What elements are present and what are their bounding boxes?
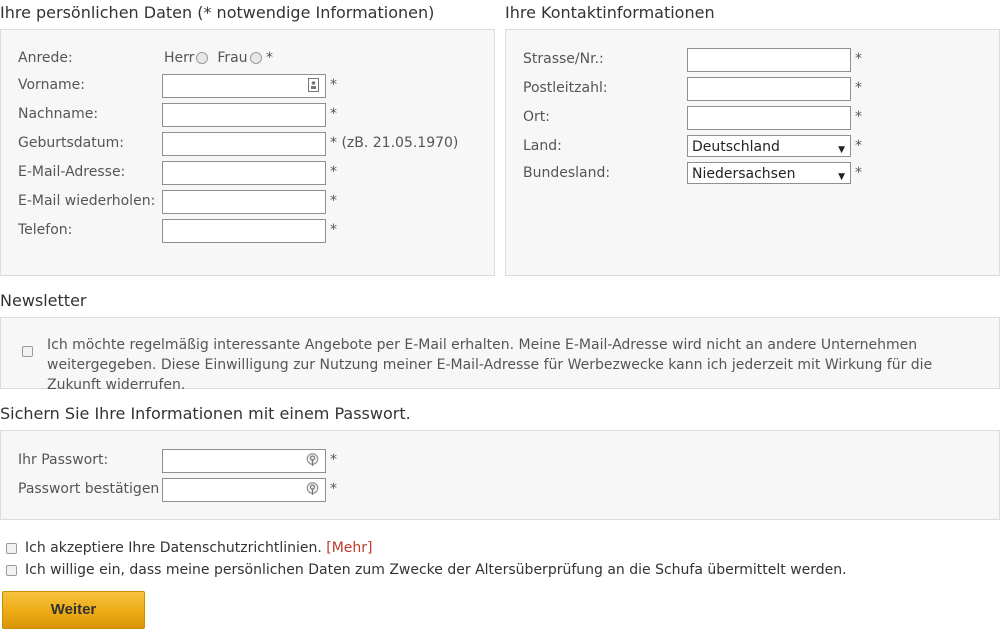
password-confirm-input[interactable] [162, 478, 326, 502]
password-confirm-required: * [330, 481, 337, 497]
herr-label: Herr [164, 50, 195, 66]
vorname-label: Vorname: [18, 77, 85, 93]
email-repeat-required: * [330, 193, 337, 209]
plz-required: * [855, 80, 862, 96]
nachname-row [18, 103, 478, 127]
email-repeat-row [18, 190, 478, 214]
bundesland-select[interactable] [687, 162, 851, 184]
frau-label: Frau [217, 50, 248, 66]
password-required: * [330, 452, 337, 468]
newsletter-text: Ich möchte regelmäßig interessante Angebote per E-Mail erhalten. Meine E-Mail-Adresse wird nicht an andere Unternehmen weitergegeben. Diese Einwilligung zur Nutzung meiner E-Mail-Adresse für Werbezwecke kann ich jederzeit mit Wirkung für die Zukunft widerrufen. [47, 337, 933, 393]
frau-radio[interactable] [250, 52, 262, 64]
telefon-required: * [330, 222, 337, 238]
privacy-label: Ich akzeptiere Ihre Datenschutzrichtlinien. [25, 540, 322, 556]
bundesland-value: Niedersachsen [692, 166, 796, 182]
nachname-input[interactable] [162, 103, 326, 127]
vorname-input[interactable] [162, 74, 326, 98]
land-select[interactable] [687, 135, 851, 157]
password-input[interactable] [162, 449, 326, 473]
personal-panel [0, 29, 495, 276]
newsletter-heading: Newsletter [0, 291, 87, 310]
contact-heading: Ihre Kontaktinformationen [505, 3, 715, 22]
ort-row [523, 106, 983, 130]
nachname-label: Nachname: [18, 106, 99, 122]
personal-heading: Ihre persönlichen Daten (* notwendige Informationen) [0, 3, 435, 22]
password-panel [0, 430, 1000, 520]
password-key-icon[interactable] [306, 453, 319, 467]
telefon-label: Telefon: [18, 222, 73, 238]
privacy-text [25, 540, 373, 556]
telefon-row [18, 219, 478, 243]
anrede-required: * [266, 50, 274, 66]
vorname-required: * [330, 77, 337, 93]
newsletter-checkbox[interactable] [22, 346, 33, 357]
telefon-input[interactable] [162, 219, 326, 243]
bundesland-required: * [855, 165, 862, 181]
land-required: * [855, 138, 862, 154]
anrede-label: Anrede: [18, 50, 73, 66]
ort-label: Ort: [523, 109, 550, 125]
newsletter-panel [0, 317, 1000, 393]
email-row [18, 161, 478, 185]
schufa-label: Ich willige ein, dass meine persönlichen Daten zum Zwecke der Altersüberprüfung an die Schufa übermittelt werden. [25, 562, 847, 578]
plz-input[interactable] [687, 77, 851, 101]
weiter-button[interactable]: Weiter [2, 591, 145, 629]
anrede-row [18, 47, 478, 71]
strasse-required: * [855, 51, 862, 67]
geburtsdatum-row [18, 132, 478, 156]
email-required: * [330, 164, 337, 180]
bundesland-row [523, 162, 983, 186]
bundesland-label: Bundesland: [523, 165, 611, 181]
email-repeat-label: E-Mail wiederholen: [18, 193, 156, 209]
geburtsdatum-hint: * (zB. 21.05.1970) [330, 135, 459, 151]
contact-card-icon[interactable] [308, 78, 319, 92]
dropdown-arrow-icon: ▼ [838, 172, 845, 182]
strasse-input[interactable] [687, 48, 851, 72]
password-row [18, 449, 478, 473]
land-label: Land: [523, 138, 562, 154]
email-input[interactable] [162, 161, 326, 185]
land-row [523, 135, 983, 159]
geburtsdatum-label: Geburtsdatum: [18, 135, 124, 151]
dropdown-arrow-icon: ▼ [838, 145, 845, 155]
ort-required: * [855, 109, 862, 125]
password-heading: Sichern Sie Ihre Informationen mit einem Passwort. [0, 404, 411, 423]
plz-row [523, 77, 983, 101]
anrede-options [164, 50, 273, 66]
password-confirm-label: Passwort bestätigen [18, 481, 160, 497]
vorname-row [18, 74, 478, 98]
password-label: Ihr Passwort: [18, 452, 109, 468]
contact-panel [505, 29, 1000, 276]
ort-input[interactable] [687, 106, 851, 130]
privacy-checkbox[interactable] [6, 543, 17, 554]
email-label: E-Mail-Adresse: [18, 164, 126, 180]
land-value: Deutschland [692, 139, 780, 155]
schufa-checkbox[interactable] [6, 565, 17, 576]
geburtsdatum-input[interactable] [162, 132, 326, 156]
privacy-more-link[interactable]: [Mehr] [326, 540, 373, 556]
strasse-label: Strasse/Nr.: [523, 51, 604, 67]
nachname-required: * [330, 106, 337, 122]
email-repeat-input[interactable] [162, 190, 326, 214]
password-confirm-row [18, 478, 478, 502]
plz-label: Postleitzahl: [523, 80, 608, 96]
herr-radio[interactable] [196, 52, 208, 64]
password-key-icon[interactable] [306, 482, 319, 496]
strasse-row [523, 48, 983, 72]
